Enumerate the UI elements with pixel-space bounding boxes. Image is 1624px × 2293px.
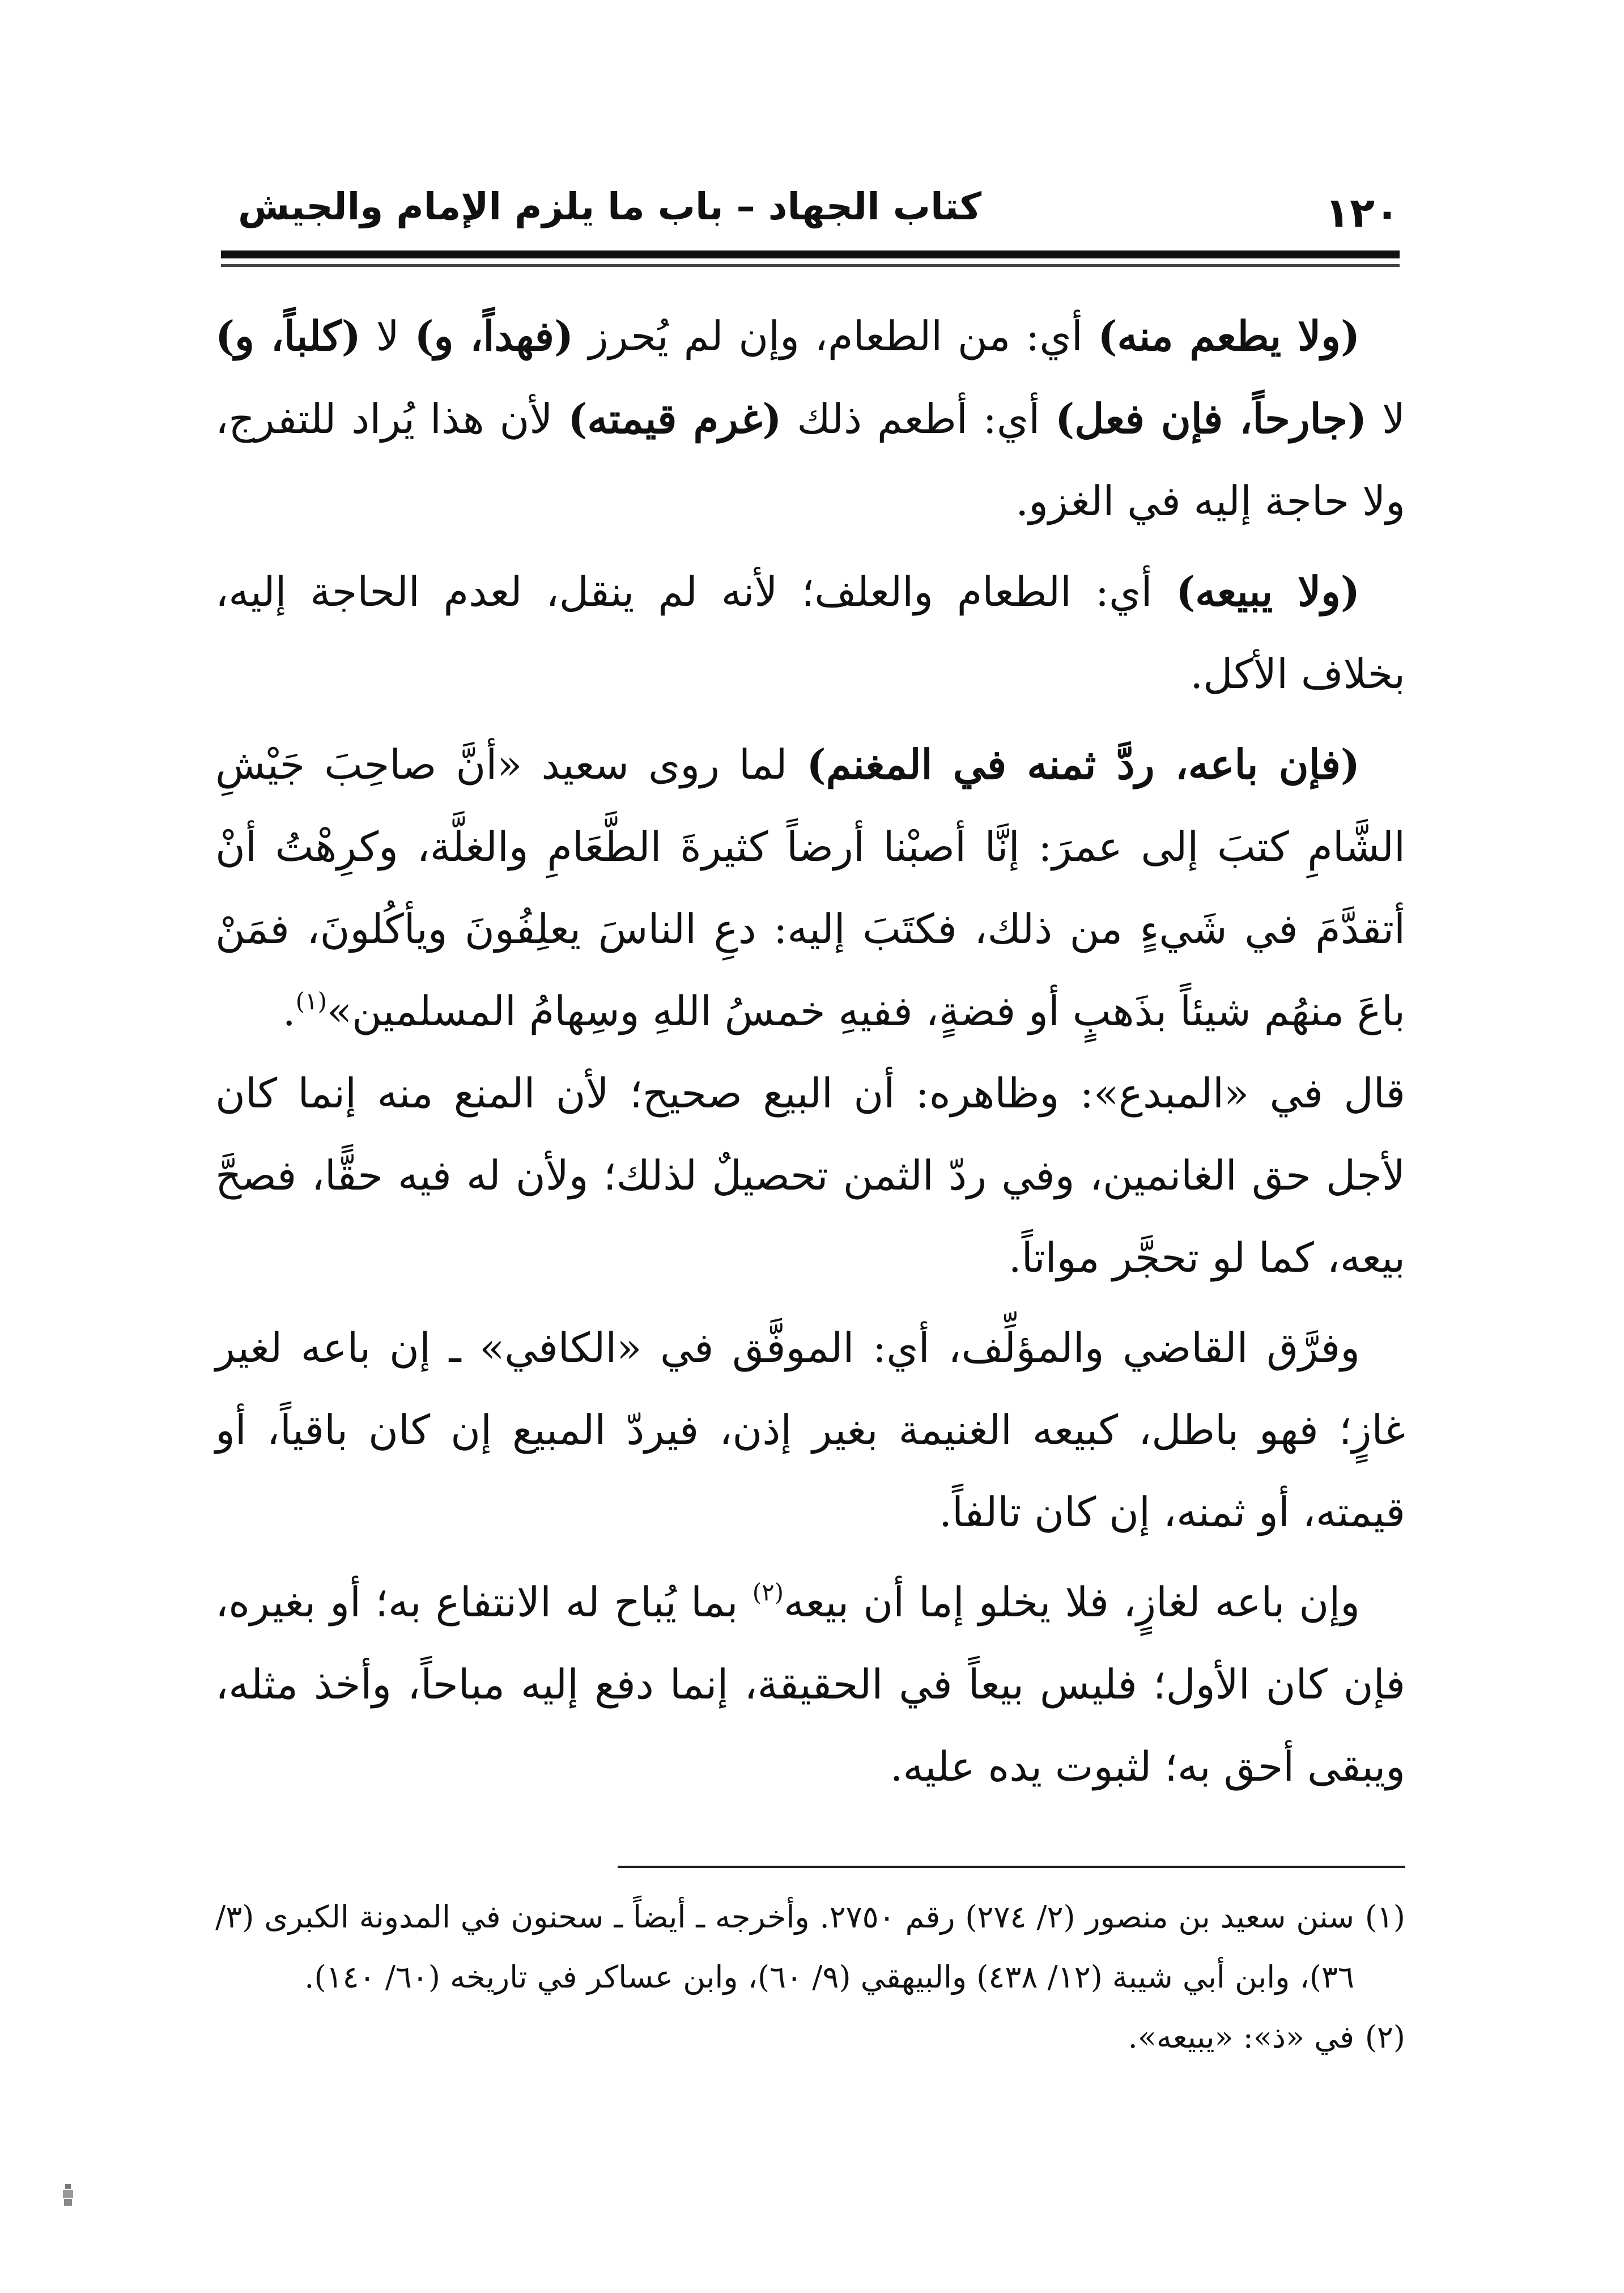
paragraph-1 [215, 295, 1405, 542]
sharh-text: أي: الطعام والعلف؛ لأنه لم ينقل، لعدم الحاجة إليه، بخلاف الأكل. [215, 568, 1405, 698]
matn-phrase: (ولا يطعم منه) [1098, 312, 1361, 360]
main-text [215, 295, 1405, 1808]
page-header [221, 170, 1400, 244]
paragraph-6 [215, 1561, 1405, 1808]
matn-phrase: (كلباً، و) [215, 312, 361, 360]
footnote-ref[interactable]: (٢) [752, 1578, 784, 1606]
sharh-text: أي: أطعم ذلك [781, 395, 1056, 443]
footnote-text: في «ذ»: «يبيعه». [1128, 2019, 1354, 2055]
footnote-2 [215, 2007, 1405, 2067]
paragraph-5: وفرَّق القاضي والمؤلِّف، أي: الموفَّق في «الكافي» ـ إن باعه لغير غازٍ؛ فهو باطل، كبيعه الغنيمة بغير إذن، فيردّ المبيع إن كان باقياً، أو قيمته، أو ثمنه، إن كان تالفاً. [215, 1324, 1405, 1536]
sharh-text: بما يُباح له الانتفاع به؛ أو بغيره، فإن كان الأول؛ فليس بيعاً في الحقيقة، إنما دفع إليه مباحاً، وأخذ مثله، ويبقى أحق به؛ لثبوت يده عليه. [215, 1578, 1405, 1790]
sharh-text: لأن هذا يُراد للتفرج، ولا حاجة إليه في الغزو. [215, 395, 1405, 525]
sharh-text: أي: من الطعام، وإن لم يُحرز [573, 312, 1098, 360]
footnote-text: سنن سعيد بن منصور (٢/ ٢٧٤) رقم ٢٧٥٠. وأخرجه ـ أيضاً ـ سحنون في المدونة الكبرى (٣/ ٣٦)، وابن أبي شيبة (١٢/ ٤٣٨) والبيهقي (٩/ ٦٠)، وابن عساكر في تاريخه (٦٠/ ١٤٠). [215, 1899, 1354, 1995]
header-rule [221, 250, 1400, 258]
footnote-number: (٢) [1364, 2019, 1405, 2055]
sharh-text: وإن باعه لغازٍ، فلا يخلو إما أن بيعه [784, 1578, 1360, 1626]
matn-phrase: (جارحاً، فإن فعل) [1055, 394, 1367, 443]
running-title: كتاب الجهاد – باب ما يلزم الإمام والجيش [238, 185, 982, 228]
sharh-text: . [282, 987, 296, 1035]
matn-phrase: (ولا يبيعه) [1176, 567, 1360, 615]
matn-phrase: (فإن باعه، ردَّ ثمنه في المغنم) [806, 740, 1360, 788]
footnote-1 [215, 1887, 1405, 2007]
matn-phrase: (غرم قيمته) [568, 394, 782, 443]
header-rule-thin [221, 264, 1400, 267]
sharh-text: لما روى سعيد «أنَّ صاحِبَ جَيْشِ الشَّامِ كتبَ إلى عمرَ: إنَّا أصبْنا أرضاً كثيرةَ الطَّعَامِ والغلَّة، وكرِهْتُ أنْ أتقدَّمَ في شَيءٍ من ذلك، فكتَبَ إليه: دعِ الناسَ يعلِفُونَ ويأكُلونَ، فمَنْ باعَ منهُم شيئاً بذَهبٍ أو فضةٍ، ففيهِ خمسُ اللهِ وسِهامُ المسلمين» [215, 741, 1406, 1035]
footnote-ref[interactable]: (١) [295, 987, 327, 1015]
footnotes [215, 1887, 1405, 2067]
paragraph-3 [215, 723, 1405, 1052]
matn-phrase: (فهداً، و) [414, 312, 574, 360]
scan-mark-icon [59, 2183, 76, 2208]
paragraph-2 [215, 550, 1405, 715]
footnote-number: (١) [1364, 1899, 1405, 1935]
paragraph-4: قال في «المبدع»: وظاهره: أن البيع صحيح؛ لأن المنع منه إنما كان لأجل حق الغانمين، وفي ردّ الثمن تحصيلٌ لذلك؛ ولأن له فيه حقًّا، فصحَّ بيعه، كما لو تحجَّر مواتاً. [215, 1069, 1405, 1281]
sharh-text: لا [360, 312, 415, 360]
sharh-text: لا [1367, 395, 1405, 443]
page-number: ١٢٠ [1325, 189, 1400, 236]
footnote-separator [618, 1866, 1405, 1868]
